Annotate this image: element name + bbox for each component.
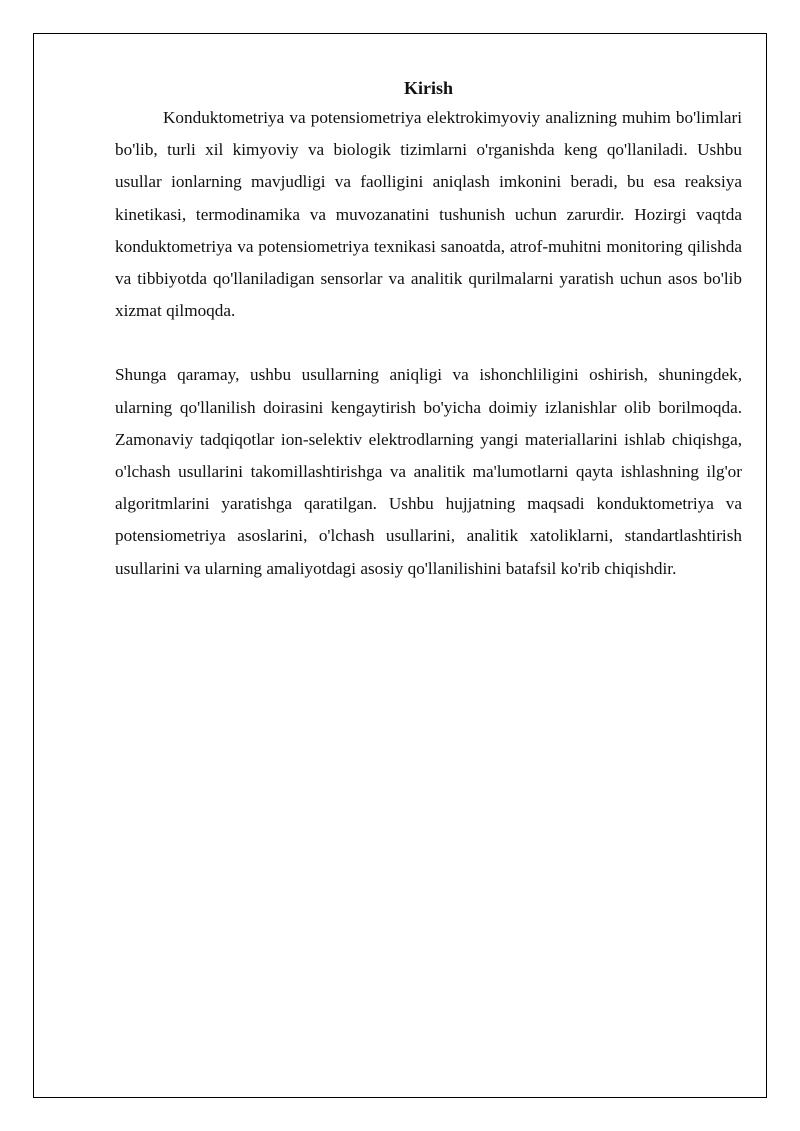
paragraph-spacer (115, 327, 742, 359)
paragraph-second: Shunga qaramay, ushbu usullarning aniqligi va ishonchliligini oshirish, shuningdek, ularning qo'llanilish doirasini kengaytirish bo'yicha doimiy izlanishlar olib borilmoqda. Zamonaviy tadqiqotlar ion-selektiv elektrodlarning yangi materiallarini ishlab chiqishga, o'lchash usullarini takomillashtirishga va analitik ma'lumotlarni qayta ishlashning ilg'or algoritmlarini yaratishga qaratilgan. Ushbu hujjatning maqsadi konduktometriya va potensiometriya asoslarini, o'lchash usullarini, analitik xatoliklarni, standartlashtirish usullarini va ularning amaliyotdagi asosiy qo'llanilishini batafsil ko'rib chiqishdir. (115, 365, 742, 578)
document-body (115, 74, 742, 585)
paragraph-intro: Konduktometriya va potensiometriya elektrokimyoviy analizning muhim bo'limlari bo'lib, turli xil kimyoviy va biologik tizimlarni o'rganishda keng qo'llaniladi. Ushbu usullar ionlarning mavjudligi va faolligini aniqlash imkonini beradi, bu esa reaksiya kinetikasi, termodinamika va muvozanatini tushunish uchun zarurdir. Hozirgi vaqtda konduktometriya va potensiometriya texnikasi sanoatda, atrof-muhitni monitoring qilishda va tibbiyotda qo'llaniladigan sensorlar va analitik qurilmalarni yaratish uchun asos bo'lib xizmat qilmoqda. (115, 108, 742, 321)
document-title: Kirish (403, 78, 453, 98)
